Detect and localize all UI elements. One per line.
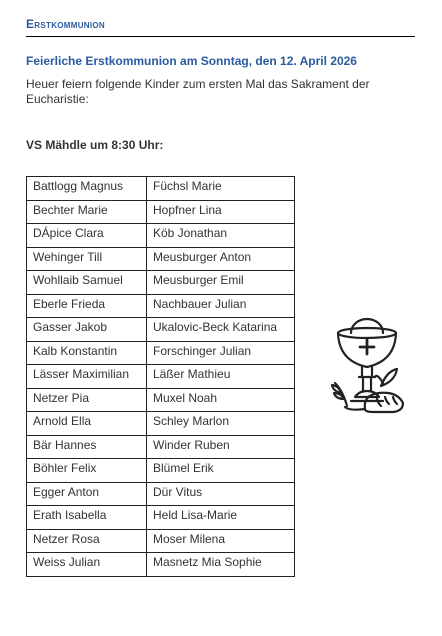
name-cell-right: Held Lisa-Marie xyxy=(147,506,295,530)
name-cell-left: Arnold Ella xyxy=(27,412,147,436)
name-cell-left: Weiss Julian xyxy=(27,553,147,577)
name-cell-right: Moser Milena xyxy=(147,529,295,553)
name-cell-right: Winder Ruben xyxy=(147,435,295,459)
children-table xyxy=(26,176,295,577)
table-row xyxy=(27,435,295,459)
section-header xyxy=(26,17,415,37)
name-cell-left: Kalb Konstantin xyxy=(27,341,147,365)
table-row xyxy=(27,365,295,389)
name-cell-right: Muxel Noah xyxy=(147,388,295,412)
name-cell-left: Battlogg Magnus xyxy=(27,177,147,201)
table-row xyxy=(27,318,295,342)
name-cell-left: DÁpice Clara xyxy=(27,224,147,248)
intro-text: Heuer feiern folgende Kinder zum ersten Mal das Sakrament der Eucharistie: xyxy=(26,77,370,106)
table-row xyxy=(27,529,295,553)
table-row xyxy=(27,459,295,483)
group-title: VS Mähdle um 8:30 Uhr: xyxy=(26,138,164,152)
table-row xyxy=(27,247,295,271)
name-cell-left: Netzer Pia xyxy=(27,388,147,412)
table-row xyxy=(27,200,295,224)
table-row xyxy=(27,482,295,506)
name-cell-left: Lässer Maximilian xyxy=(27,365,147,389)
name-cell-right: Läßer Mathieu xyxy=(147,365,295,389)
table-row xyxy=(27,224,295,248)
name-cell-right: Dür Vitus xyxy=(147,482,295,506)
name-cell-right: Meusburger Anton xyxy=(147,247,295,271)
name-cell-right: Ukalovic-Beck Katarina xyxy=(147,318,295,342)
name-cell-right: Meusburger Emil xyxy=(147,271,295,295)
name-cell-right: Blümel Erik xyxy=(147,459,295,483)
name-cell-left: Bechter Marie xyxy=(27,200,147,224)
name-cell-left: Egger Anton xyxy=(27,482,147,506)
name-cell-right: Schley Marlon xyxy=(147,412,295,436)
table-row xyxy=(27,553,295,577)
name-cell-right: Hopfner Lina xyxy=(147,200,295,224)
table-row xyxy=(27,388,295,412)
name-cell-left: Wohllaib Samuel xyxy=(27,271,147,295)
event-subtitle: Feierliche Erstkommunion am Sonntag, den 12. April 2026 xyxy=(26,54,357,68)
name-cell-right: Füchsl Marie xyxy=(147,177,295,201)
name-cell-left: Netzer Rosa xyxy=(27,529,147,553)
chalice-bread-icon xyxy=(325,311,410,421)
table-row xyxy=(27,412,295,436)
name-cell-right: Nachbauer Julian xyxy=(147,294,295,318)
name-cell-left: Gasser Jakob xyxy=(27,318,147,342)
name-cell-left: Bär Hannes xyxy=(27,435,147,459)
name-cell-left: Böhler Felix xyxy=(27,459,147,483)
name-cell-left: Eberle Frieda xyxy=(27,294,147,318)
table-row xyxy=(27,271,295,295)
name-cell-right: Köb Jonathan xyxy=(147,224,295,248)
table-row xyxy=(27,341,295,365)
table-row xyxy=(27,506,295,530)
table-row xyxy=(27,177,295,201)
name-cell-left: Wehinger Till xyxy=(27,247,147,271)
name-cell-right: Forschinger Julian xyxy=(147,341,295,365)
name-cell-left: Erath Isabella xyxy=(27,506,147,530)
name-cell-right: Masnetz Mia Sophie xyxy=(147,553,295,577)
page-title: Erstkommunion xyxy=(26,17,106,31)
table-row xyxy=(27,294,295,318)
